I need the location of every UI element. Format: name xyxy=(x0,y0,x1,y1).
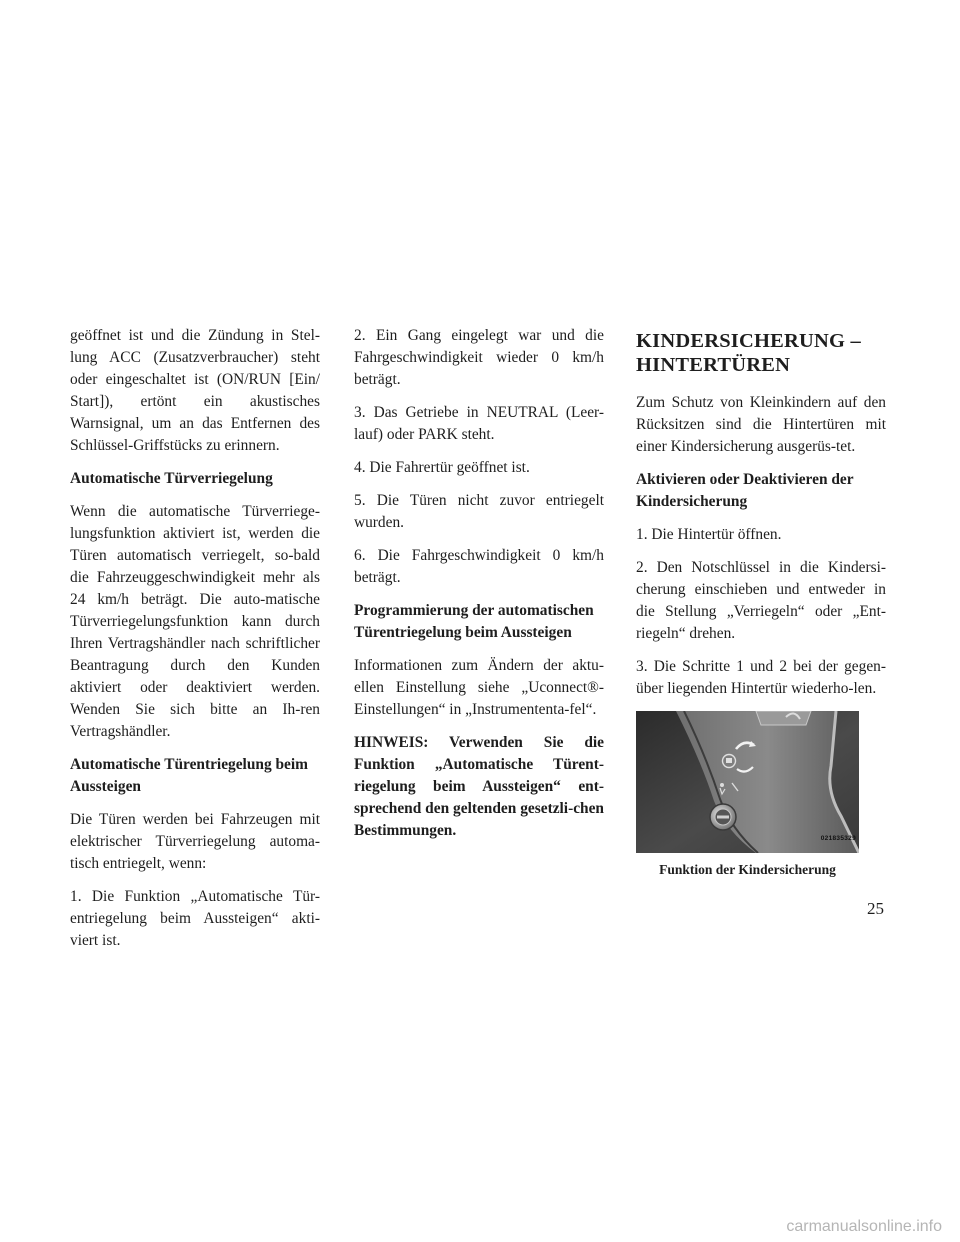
heading-auto-lock: Automatische Türverriegelung xyxy=(70,470,273,487)
list-item-4: 4. Die Fahrertür geöffnet ist. xyxy=(354,459,530,476)
key-cylinder xyxy=(710,804,736,830)
section-heading-line-1: KINDERSICHERUNG – xyxy=(636,330,861,352)
step-3: 3. Die Schritte 1 und 2 bei der gegen-über liegenden Hintertür wiederho-len. xyxy=(636,658,886,697)
programming-paragraph: Informationen zum Ändern der aktu-ellen Einstellung siehe „Uconnect®-Einstellungen“ in „Instrumententa-fel“. xyxy=(354,657,604,718)
column-right xyxy=(636,325,886,881)
column-left xyxy=(70,325,320,963)
auto-unlock-paragraph: Die Türen werden bei Fahrzeugen mit elektrischer Türverriegelung automa-tisch entriegelt, wenn: xyxy=(70,811,320,872)
note-paragraph: HINWEIS: Verwenden Sie die Funktion „Automatische Türent-riegelung beim Aussteigen“ ent-sprechend den geltenden gesetzli-chen Bestimmungen. xyxy=(354,734,604,839)
heading-programming: Programmierung der automatischen Türentriegelung beim Aussteigen xyxy=(354,602,594,641)
list-item-3: 3. Das Getriebe in NEUTRAL (Leer-lauf) oder PARK steht. xyxy=(354,404,604,443)
section-heading xyxy=(636,329,886,377)
section-heading-line-2: HINTERTÜREN xyxy=(636,354,791,376)
figure-id: 021835329 xyxy=(820,835,856,842)
step-2: 2. Den Notschlüssel in die Kindersi-cherung einschieben und entweder in die Stellung „Verriegeln“ oder „Ent-riegeln“ drehen. xyxy=(636,559,886,642)
page-number: 25 xyxy=(867,899,884,918)
child-lock-figure xyxy=(636,711,859,853)
list-item-2: 2. Ein Gang eingelegt war und die Fahrgeschwindigkeit wieder 0 km/h beträgt. xyxy=(354,327,604,388)
intro-paragraph: geöffnet ist und die Zündung in Stel-lung ACC (Zusatzverbraucher) steht oder eingeschaltet ist (ON/RUN [Ein/ Start]), ertönt ein akustisches Warnsignal, um an das Entfernen des Schlüssel-Griffstücks zu erinnern. xyxy=(70,327,320,454)
auto-lock-paragraph: Wenn die automatische Türverriege-lungsfunktion aktiviert ist, werden die Türen automatisch verriegelt, so-bald die Fahrzeuggeschwindigkeit mehr als 24 km/h beträgt. Die auto-matische Türverriegelungsfunktion kann durch Ihren Vertragshändler nach schriftlicher Beantragung durch den Kunden aktiviert oder deaktiviert werden. Wenden Sie sich bitte an Ih-ren Vertragshändler. xyxy=(70,503,320,740)
watermark: carmanualsonline.info xyxy=(786,1218,942,1235)
list-item-6: 6. Die Fahrgeschwindigkeit 0 km/h beträgt. xyxy=(354,547,604,586)
list-item-1: 1. Die Funktion „Automatische Tür-entriegelung beim Aussteigen“ akti-viert ist. xyxy=(70,888,320,949)
column-middle xyxy=(354,325,604,853)
step-1: 1. Die Hintertür öffnen. xyxy=(636,526,782,543)
child-lock-intro: Zum Schutz von Kleinkindern auf den Rücksitzen sind die Hintertüren mit einer Kindersicherung ausgerüs-tet. xyxy=(636,394,886,455)
heading-auto-unlock: Automatische Türentriegelung beim Aussteigen xyxy=(70,756,308,795)
heading-activate: Aktivieren oder Deaktivieren der Kindersicherung xyxy=(636,471,854,510)
list-item-5: 5. Die Türen nicht zuvor entriegelt wurden. xyxy=(354,492,604,531)
figure-caption: Funktion der Kindersicherung xyxy=(659,862,836,877)
